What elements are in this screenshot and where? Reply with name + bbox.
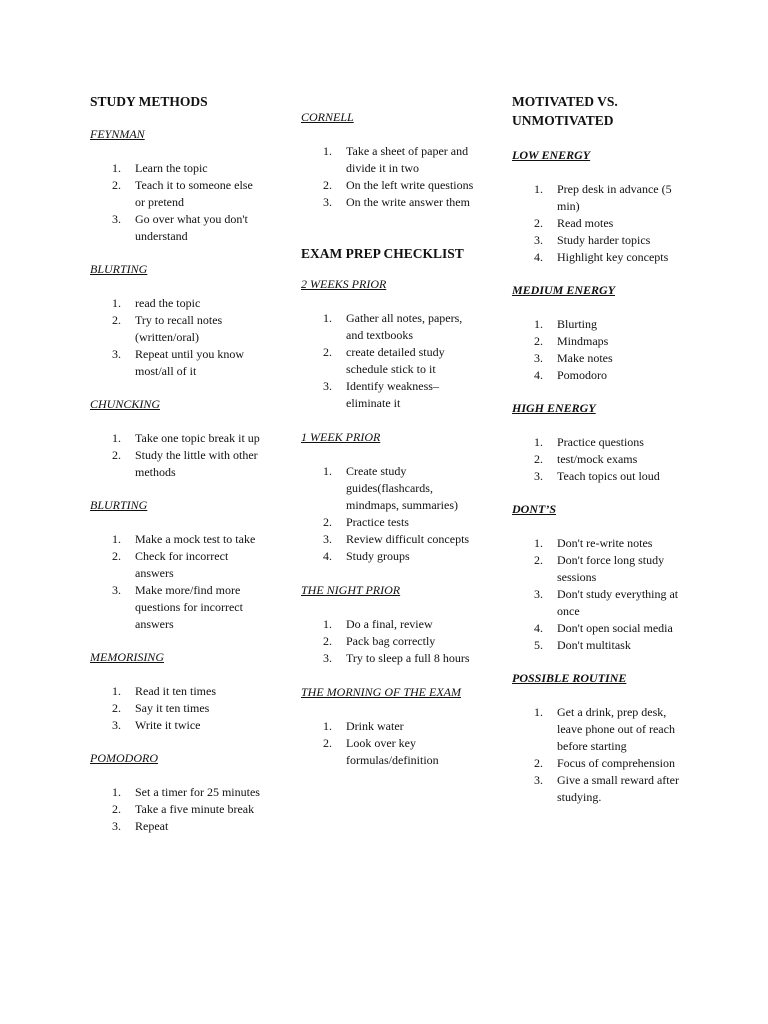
section-title: 1 WEEK PRIOR xyxy=(301,430,381,444)
list-item-text: Review difficult concepts xyxy=(346,532,470,546)
list-item-number: 3. xyxy=(323,195,332,209)
list-item xyxy=(90,177,265,211)
section-list xyxy=(90,683,265,734)
exam-prep-heading: EXAM PREP CHECKLIST xyxy=(301,246,464,261)
list-item-number: 3. xyxy=(534,587,543,601)
section xyxy=(301,276,481,412)
list-item-text: Create study guides(flashcards, mindmaps, summaries) xyxy=(346,464,458,512)
list-item-number: 1. xyxy=(112,532,121,546)
list-item xyxy=(301,194,481,211)
list-item-text: Prep desk in advance (5 min) xyxy=(557,182,672,213)
list-item-number: 2. xyxy=(112,178,121,192)
list-item-text: Focus of comprehension xyxy=(557,756,675,770)
section-title: THE MORNING OF THE EXAM xyxy=(301,685,461,699)
section-title: POMODORO xyxy=(90,751,158,765)
list-item-text: Write it twice xyxy=(135,718,201,732)
cornell-title: CORNELL xyxy=(301,110,354,124)
list-item-text: Get a drink, prep desk, leave phone out of reach before starting xyxy=(557,705,675,753)
section xyxy=(90,649,265,734)
section-list xyxy=(90,295,265,380)
list-item-text: Take one topic break it up xyxy=(135,431,260,445)
list-item xyxy=(301,531,481,548)
list-item-number: 4. xyxy=(534,250,543,264)
motivation-column xyxy=(512,0,692,806)
list-item xyxy=(512,232,692,249)
list-item-text: On the left write questions xyxy=(346,178,474,192)
list-item-text: Check for incorrect answers xyxy=(135,549,229,580)
list-item xyxy=(512,333,692,350)
section-title: 2 WEEKS PRIOR xyxy=(301,277,387,291)
list-item-text: Repeat xyxy=(135,819,169,833)
section-list xyxy=(512,434,692,485)
list-item-text: Blurting xyxy=(557,317,598,331)
list-item-number: 2. xyxy=(534,334,543,348)
list-item xyxy=(90,430,265,447)
list-item-text: Read it ten times xyxy=(135,684,216,698)
list-item-text: Take a five minute break xyxy=(135,802,255,816)
list-item xyxy=(301,633,481,650)
list-item-text: Set a timer for 25 minutes xyxy=(135,785,260,799)
list-item-text: Practice questions xyxy=(557,435,644,449)
list-item-number: 3. xyxy=(534,351,543,365)
list-item-number: 2. xyxy=(112,549,121,563)
list-item-number: 3. xyxy=(112,347,121,361)
list-item xyxy=(512,468,692,485)
list-item xyxy=(512,552,692,586)
list-item-text: Gather all notes, papers, and textbooks xyxy=(346,311,463,342)
list-item-text: Drink water xyxy=(346,719,404,733)
section-list xyxy=(90,531,265,633)
list-item-number: 2. xyxy=(323,515,332,529)
list-item-text: Make more/find more questions for incorrect answers xyxy=(135,583,243,631)
list-item-number: 4. xyxy=(534,368,543,382)
list-item-number: 1. xyxy=(112,296,121,310)
list-item-text: Identify weakness–eliminate it xyxy=(346,379,439,410)
list-item xyxy=(512,755,692,772)
list-item xyxy=(301,735,481,769)
list-item xyxy=(90,447,265,481)
list-item-text: Study groups xyxy=(346,549,410,563)
list-item xyxy=(301,378,481,412)
list-item-text: Highlight key concepts xyxy=(557,250,669,264)
list-item-number: 2. xyxy=(323,634,332,648)
list-item-number: 4. xyxy=(534,621,543,635)
section-title: MEDIUM ENERGY xyxy=(512,283,616,297)
list-item xyxy=(90,548,265,582)
section xyxy=(90,126,265,245)
section-list xyxy=(512,535,692,654)
section-title: MEMORISING xyxy=(90,650,164,664)
list-item xyxy=(90,700,265,717)
list-item-number: 1. xyxy=(534,705,543,719)
section xyxy=(301,684,481,769)
list-item-number: 3. xyxy=(112,212,121,226)
section-list xyxy=(301,718,481,769)
list-item-number: 2. xyxy=(534,452,543,466)
list-item xyxy=(512,586,692,620)
list-item-text: Pack bag correctly xyxy=(346,634,436,648)
list-item-text: Give a small reward after studying. xyxy=(557,773,679,804)
list-item xyxy=(301,718,481,735)
list-item xyxy=(90,295,265,312)
section-title: FEYNMAN xyxy=(90,127,145,141)
list-item xyxy=(512,434,692,451)
list-item xyxy=(90,160,265,177)
section-list xyxy=(512,704,692,806)
list-item xyxy=(301,143,481,177)
list-item-text: Make notes xyxy=(557,351,613,365)
list-item-number: 2. xyxy=(112,701,121,715)
list-item xyxy=(512,215,692,232)
list-item-text: Do a final, review xyxy=(346,617,433,631)
list-item-number: 3. xyxy=(323,379,332,393)
section-title: BLURTING xyxy=(90,498,148,512)
list-item-text: Repeat until you know most/all of it xyxy=(135,347,244,378)
list-item-number: 2. xyxy=(534,216,543,230)
list-item-number: 1. xyxy=(534,182,543,196)
list-item-text: Try to recall notes (written/oral) xyxy=(135,313,223,344)
list-item-number: 2. xyxy=(112,802,121,816)
list-item xyxy=(512,704,692,755)
list-item-text: Read motes xyxy=(557,216,614,230)
list-item-number: 1. xyxy=(323,464,332,478)
list-item-text: Don't force long study sessions xyxy=(557,553,665,584)
list-item-text: Study the little with other methods xyxy=(135,448,258,479)
section xyxy=(90,396,265,481)
list-item xyxy=(90,582,265,633)
list-item xyxy=(512,316,692,333)
section xyxy=(90,750,265,835)
list-item xyxy=(90,818,265,835)
motivation-heading: MOTIVATED VS. UNMOTIVATED xyxy=(512,94,618,128)
list-item-number: 4. xyxy=(323,549,332,563)
list-item xyxy=(301,463,481,514)
list-item-number: 2. xyxy=(112,313,121,327)
list-item-text: test/mock exams xyxy=(557,452,638,466)
list-item xyxy=(512,350,692,367)
section-title: DONT’S xyxy=(512,502,556,516)
list-item-number: 1. xyxy=(534,536,543,550)
list-item xyxy=(512,637,692,654)
list-item-number: 3. xyxy=(112,583,121,597)
list-item xyxy=(512,772,692,806)
section xyxy=(512,282,692,384)
section xyxy=(90,497,265,633)
section-title: POSSIBLE ROUTINE xyxy=(512,671,627,685)
list-item xyxy=(90,801,265,818)
section-list xyxy=(90,784,265,835)
list-item-number: 1. xyxy=(323,311,332,325)
list-item-text: Say it ten times xyxy=(135,701,210,715)
cornell-section xyxy=(301,109,481,211)
list-item-number: 1. xyxy=(323,719,332,733)
list-item-number: 1. xyxy=(323,144,332,158)
list-item xyxy=(301,310,481,344)
section xyxy=(301,582,481,667)
section-list xyxy=(301,310,481,412)
list-item-number: 1. xyxy=(534,435,543,449)
list-item-number: 3. xyxy=(534,773,543,787)
section xyxy=(512,670,692,806)
list-item-number: 3. xyxy=(112,819,121,833)
list-item xyxy=(90,683,265,700)
study-methods-column xyxy=(90,0,265,835)
section-list xyxy=(90,430,265,481)
study-methods-heading: STUDY METHODS xyxy=(90,94,208,109)
list-item-number: 2. xyxy=(323,178,332,192)
list-item-number: 5. xyxy=(534,638,543,652)
section-list xyxy=(90,160,265,245)
list-item-text: Learn the topic xyxy=(135,161,208,175)
list-item xyxy=(301,548,481,565)
list-item xyxy=(301,344,481,378)
list-item-text: Teach it to someone else or pretend xyxy=(135,178,253,209)
list-item-number: 2. xyxy=(534,756,543,770)
list-item xyxy=(512,249,692,266)
list-item xyxy=(301,616,481,633)
list-item xyxy=(90,211,265,245)
exam-prep-column xyxy=(301,0,481,769)
list-item-text: Don't re-write notes xyxy=(557,536,653,550)
list-item xyxy=(301,177,481,194)
list-item-number: 1. xyxy=(112,161,121,175)
list-item xyxy=(90,717,265,734)
list-item xyxy=(90,312,265,346)
list-item-text: Go over what you don't understand xyxy=(135,212,248,243)
list-item-number: 3. xyxy=(534,233,543,247)
list-item-text: Look over key formulas/definition xyxy=(346,736,439,767)
list-item-number: 1. xyxy=(323,617,332,631)
list-item-text: Study harder topics xyxy=(557,233,651,247)
list-item xyxy=(512,535,692,552)
section-list xyxy=(512,181,692,266)
list-item-number: 2. xyxy=(323,736,332,750)
section-list xyxy=(301,616,481,667)
section-title: THE NIGHT PRIOR xyxy=(301,583,401,597)
list-item-text: Teach topics out loud xyxy=(557,469,660,483)
list-item-text: Mindmaps xyxy=(557,334,609,348)
list-item xyxy=(90,784,265,801)
section xyxy=(90,261,265,380)
list-item-text: Pomodoro xyxy=(557,368,608,382)
list-item xyxy=(512,367,692,384)
section xyxy=(512,147,692,266)
list-item xyxy=(301,650,481,667)
list-item-text: Make a mock test to take xyxy=(135,532,256,546)
list-item-number: 3. xyxy=(534,469,543,483)
section xyxy=(301,429,481,565)
list-item-text: Don't open social media xyxy=(557,621,673,635)
study-methods-sections xyxy=(90,126,265,835)
list-item-text: Practice tests xyxy=(346,515,409,529)
list-item xyxy=(512,620,692,637)
list-item xyxy=(301,514,481,531)
section-title: HIGH ENERGY xyxy=(512,401,596,415)
list-item-text: On the write answer them xyxy=(346,195,470,209)
list-item-number: 3. xyxy=(112,718,121,732)
list-item-text: Try to sleep a full 8 hours xyxy=(346,651,470,665)
list-item-text: create detailed study schedule stick to it xyxy=(346,345,445,376)
list-item xyxy=(90,346,265,380)
cornell-list xyxy=(301,143,481,211)
motivation-sections xyxy=(512,147,692,806)
list-item-text: read the topic xyxy=(135,296,201,310)
list-item-number: 2. xyxy=(112,448,121,462)
list-item-number: 2. xyxy=(323,345,332,359)
section-title: BLURTING xyxy=(90,262,148,276)
list-item-number: 1. xyxy=(112,431,121,445)
section-title: CHUNCKING xyxy=(90,397,161,411)
list-item-text: Don't study everything at once xyxy=(557,587,679,618)
list-item-number: 1. xyxy=(112,785,121,799)
section xyxy=(512,400,692,485)
list-item xyxy=(512,451,692,468)
list-item-text: Take a sheet of paper and divide it in two xyxy=(346,144,469,175)
list-item-number: 1. xyxy=(534,317,543,331)
section xyxy=(512,501,692,654)
section-title: LOW ENERGY xyxy=(512,148,591,162)
list-item xyxy=(512,181,692,215)
list-item-number: 1. xyxy=(112,684,121,698)
section-list xyxy=(301,463,481,565)
list-item-text: Don't multitask xyxy=(557,638,631,652)
list-item xyxy=(90,531,265,548)
list-item-number: 3. xyxy=(323,532,332,546)
list-item-number: 2. xyxy=(534,553,543,567)
exam-prep-sections xyxy=(301,276,481,769)
list-item-number: 3. xyxy=(323,651,332,665)
section-list xyxy=(512,316,692,384)
